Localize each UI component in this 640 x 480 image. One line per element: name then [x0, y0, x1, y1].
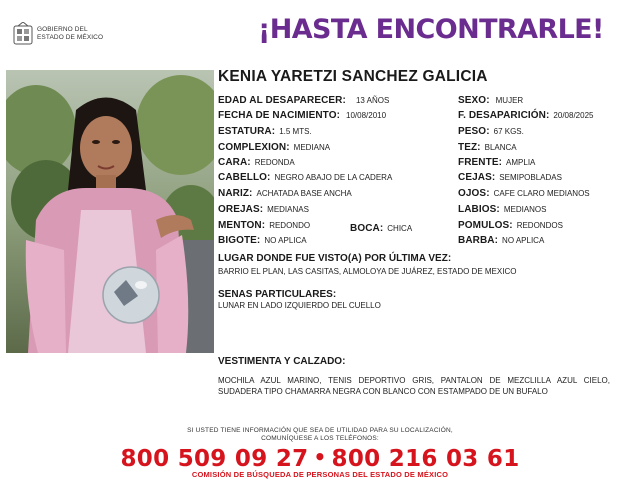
field-value: 1.5 MTS.: [279, 127, 312, 136]
field-forehead: [458, 157, 535, 169]
field-beard: [458, 235, 544, 247]
phone-number-2[interactable]: 800 216 03 61: [331, 446, 520, 472]
field-label: TEZ:: [458, 142, 481, 153]
field-label: CARA:: [218, 157, 251, 168]
clothing-label: VESTIMENTA Y CALZADO:: [218, 356, 346, 367]
field-value: REDONDO: [269, 221, 311, 230]
field-label: EDAD AL DESAPARECER:: [218, 95, 346, 106]
headline: ¡HASTA ENCONTRARLE!: [258, 14, 604, 45]
field-label: BIGOTE:: [218, 235, 261, 246]
phone-separator: •: [313, 445, 327, 469]
field-value: AMPLIA: [506, 158, 536, 167]
last-seen-label: LUGAR DONDE FUE VISTO(A) POR ÚLTIMA VEZ:: [218, 253, 452, 264]
field-label: BARBA:: [458, 235, 499, 246]
field-complexion: [458, 142, 517, 154]
field-value: NEGRO ABAJO DE LA CADERA: [274, 173, 393, 182]
field-value: MEDIANAS: [267, 205, 309, 214]
field-height: [218, 126, 312, 138]
field-label: SEXO:: [458, 95, 490, 106]
field-value: MEDIANOS: [503, 205, 547, 214]
field-value: CAFE CLARO MEDIANOS: [493, 189, 590, 198]
photo-illustration: [6, 70, 214, 353]
phone-number-1[interactable]: 800 509 09 27: [120, 446, 309, 472]
particular-marks-label: SENAS PARTICULARES:: [218, 289, 337, 300]
field-label: MENTON:: [218, 220, 266, 231]
government-logo: [12, 22, 112, 46]
field-value: NO APLICA: [502, 236, 545, 245]
field-label: OJOS:: [458, 188, 490, 199]
field-value: 10/08/2010: [346, 111, 387, 120]
field-weight: [458, 126, 524, 138]
government-name: [37, 26, 103, 42]
particular-marks: LUNAR EN LADO IZQUIERDO DEL CUELLO: [218, 301, 381, 310]
contact-note-line-2: COMUNÍQUESE A LOS TELÉFONOS:: [261, 435, 379, 442]
field-sex: [458, 95, 523, 107]
field-nose: [218, 188, 352, 200]
field-label: OREJAS:: [218, 204, 264, 215]
field-eyebrows: [458, 172, 562, 184]
state-emblem-icon: [12, 22, 34, 46]
field-ears: [218, 204, 309, 216]
field-cheekbones: [458, 220, 563, 232]
field-label: POMULOS:: [458, 220, 513, 231]
field-value: CHICA: [387, 224, 413, 233]
field-value: MUJER: [495, 96, 524, 105]
field-value: REDONDOS: [516, 221, 563, 230]
missing-person-photo: [6, 70, 214, 353]
field-value: ACHATADA BASE ANCHA: [256, 189, 352, 198]
field-disappearance-date: [458, 110, 593, 122]
field-lips: [458, 204, 546, 216]
gov-line-1: GOBIERNO DEL: [37, 26, 88, 33]
person-name: KENIA YARETZI SANCHEZ GALICIA: [218, 68, 488, 85]
field-label: NARIZ:: [218, 188, 253, 199]
field-value: 13 AÑOS: [355, 96, 390, 105]
field-label: BOCA:: [350, 223, 384, 234]
field-value: NO APLICA: [264, 236, 307, 245]
field-value: REDONDA: [254, 158, 295, 167]
field-face: [218, 157, 295, 169]
field-chin: [218, 220, 310, 232]
field-label: PESO:: [458, 126, 490, 137]
last-seen-location: BARRIO EL PLAN, LAS CASITAS, ALMOLOYA DE JUÁREZ, ESTADO DE MEXICO: [218, 267, 517, 276]
field-hair: [218, 172, 392, 184]
field-label: FECHA DE NACIMIENTO:: [218, 110, 340, 121]
clothing-description: MOCHILA AZUL MARINO, TENIS DEPORTIVO GRIS, PANTALON DE MEZCLILLA AZUL CIELO, SUDADERA TIPO CHAMARRA NEGRA CON BLANCO CON ESTAMPADO DE UN BUFALO: [218, 376, 610, 396]
field-age: [218, 95, 389, 107]
field-label: CEJAS:: [458, 172, 496, 183]
commission-name: COMISIÓN DE BÚSQUEDA DE PERSONAS DEL ESTADO DE MÉXICO: [191, 470, 449, 479]
field-value: 20/08/2025: [553, 111, 594, 120]
field-value: 67 KGS.: [493, 127, 524, 136]
phone-numbers: [0, 445, 640, 472]
gov-line-2: ESTADO DE MÉXICO: [37, 34, 104, 41]
field-label: COMPLEXION:: [218, 142, 290, 153]
contact-note-line-1: SI USTED TIENE INFORMACIÓN QUE SEA DE UTILIDAD PARA SU LOCALIZACIÓN,: [187, 427, 453, 434]
field-label: F. DESAPARICIÓN:: [458, 110, 550, 121]
field-build: [218, 142, 330, 154]
field-label: FRENTE:: [458, 157, 503, 168]
field-birthdate: [218, 110, 386, 122]
field-mouth: [350, 223, 412, 235]
field-eyes: [458, 188, 590, 200]
field-value: BLANCA: [484, 143, 517, 152]
field-label: CABELLO:: [218, 172, 271, 183]
field-mustache: [218, 235, 307, 247]
field-value: MEDIANA: [293, 143, 331, 152]
field-label: LABIOS:: [458, 204, 500, 215]
field-label: ESTATURA:: [218, 126, 276, 137]
field-value: SEMIPOBLADAS: [499, 173, 562, 182]
